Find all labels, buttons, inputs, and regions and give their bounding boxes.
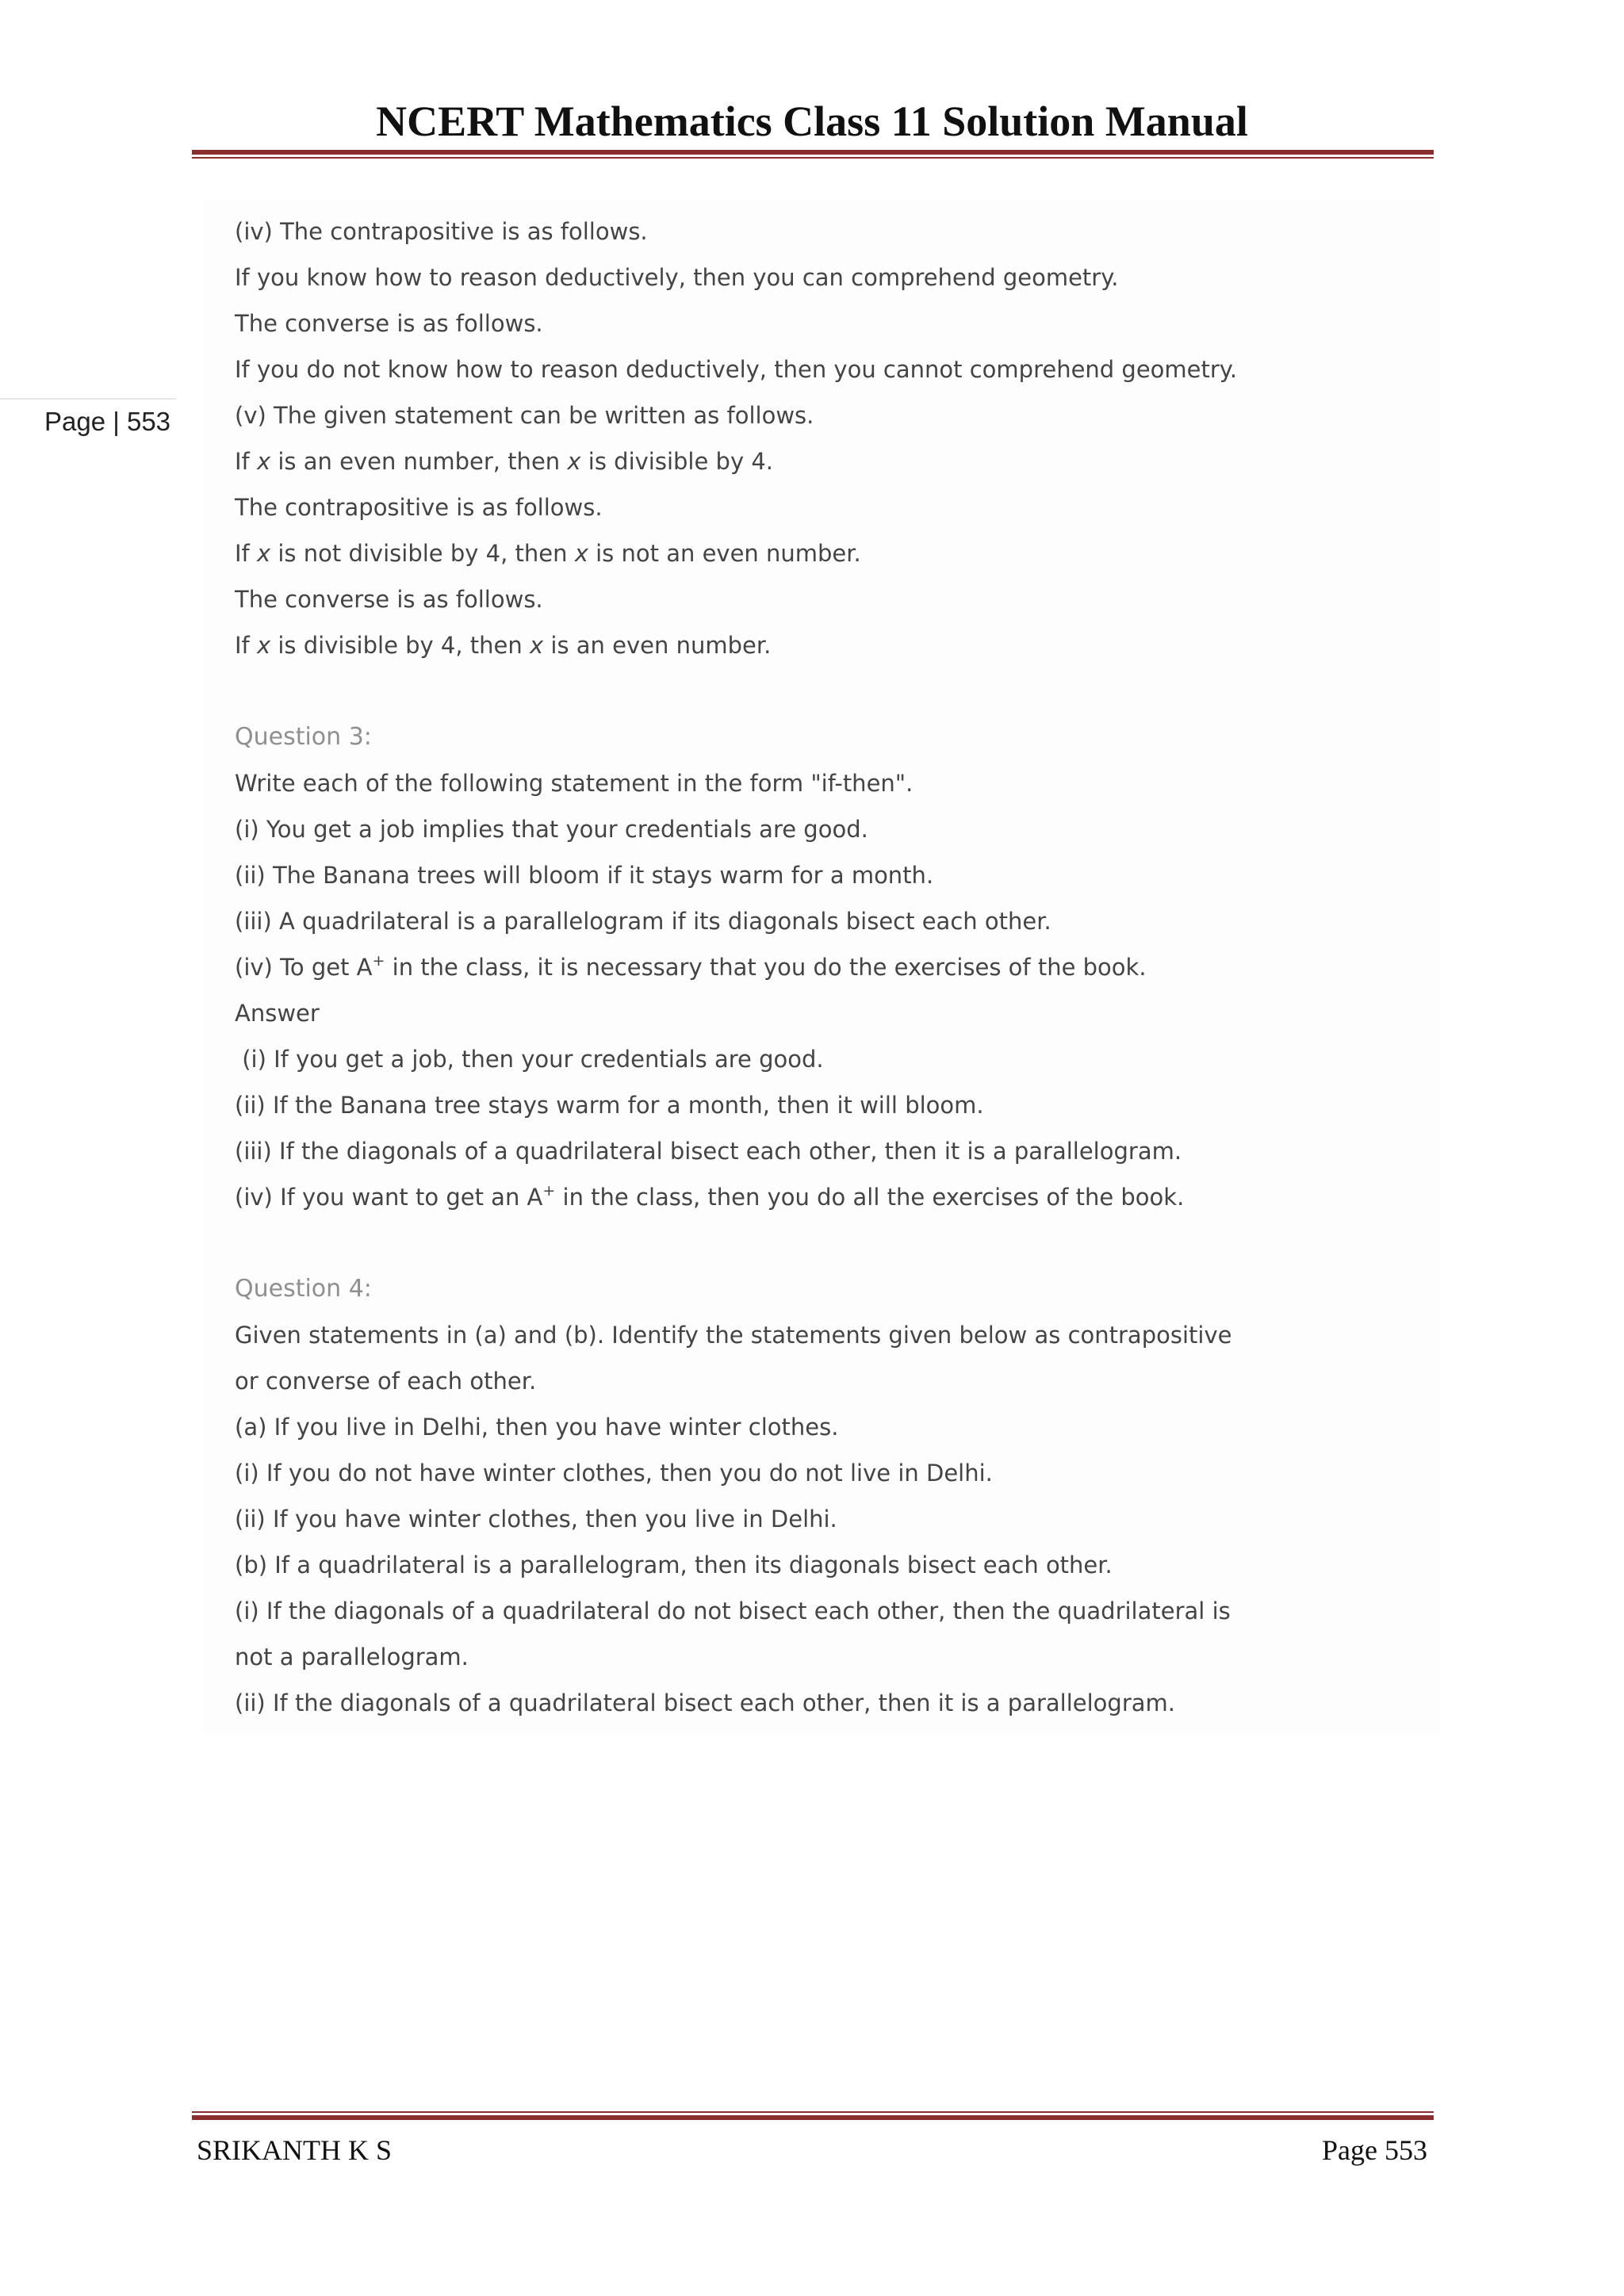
footer-page-number: Page 553 (1322, 2134, 1427, 2166)
text-line: (i) If you do not have winter clothes, then you do not live in Delhi. (235, 1460, 993, 1487)
text-line: (a) If you live in Delhi, then you have winter clothes. (235, 1414, 839, 1441)
text-line: If x is divisible by 4, then x is an even number. (235, 632, 772, 659)
header-rule-thin (192, 157, 1434, 159)
text-line: (ii) If you have winter clothes, then you live in Delhi. (235, 1506, 837, 1533)
text-line: (i) You get a job implies that your credentials are good. (235, 816, 868, 843)
question-heading: Question 4: (235, 1275, 372, 1303)
text-line: If x is not divisible by 4, then x is not an even number. (235, 540, 861, 567)
text-line: (v) The given statement can be written as follows. (235, 402, 814, 429)
text-line: Given statements in (a) and (b). Identify the statements given below as contrapositive (235, 1322, 1232, 1349)
page-title: NCERT Mathematics Class 11 Solution Manual (376, 98, 1248, 145)
footer-rule-thin (192, 2111, 1434, 2113)
text-line: If x is an even number, then x is divisible by 4. (235, 448, 773, 475)
text-line: (i) If you get a job, then your credentials are good. (235, 1046, 824, 1073)
text-line: If you do not know how to reason deductively, then you cannot comprehend geometry. (235, 356, 1238, 383)
text-line: (iv) The contrapositive is as follows. (235, 218, 648, 245)
text-line: (iii) If the diagonals of a quadrilateral bisect each other, then it is a parallelogram. (235, 1138, 1182, 1165)
text-line: (iii) A quadrilateral is a parallelogram if its diagonals bisect each other. (235, 908, 1051, 935)
header-rule-thick (192, 150, 1434, 155)
footer-rule-thick (192, 2115, 1434, 2120)
text-line: (ii) If the diagonals of a quadrilateral bisect each other, then it is a parallelogram. (235, 1689, 1175, 1716)
solution-content (203, 200, 1440, 1734)
text-line: (iv) If you want to get an A+ in the class, then you do all the exercises of the book. (235, 1182, 1185, 1211)
variable-x: x (530, 632, 544, 659)
text-line: The contrapositive is as follows. (235, 494, 603, 521)
margin-divider (0, 398, 176, 400)
text-line: (i) If the diagonals of a quadrilateral do not bisect each other, then the quadrilateral is (235, 1598, 1231, 1624)
superscript-plus: + (372, 952, 385, 970)
text-line: or converse of each other. (235, 1368, 537, 1395)
superscript-plus: + (542, 1182, 556, 1200)
variable-x: x (567, 448, 581, 475)
variable-x: x (256, 448, 271, 475)
text-line: (ii) If the Banana tree stays warm for a month, then it will bloom. (235, 1092, 984, 1119)
answer-label: Answer (235, 1000, 320, 1027)
text-line: (b) If a quadrilateral is a parallelogram, then its diagonals bisect each other. (235, 1552, 1113, 1578)
variable-x: x (256, 632, 271, 659)
question-heading: Question 3: (235, 723, 372, 751)
text-line: (iv) To get A+ in the class, it is necessary that you do the exercises of the book. (235, 952, 1147, 981)
variable-x: x (574, 540, 588, 567)
text-line: (ii) The Banana trees will bloom if it stays warm for a month. (235, 862, 934, 889)
text-line: Write each of the following statement in the form "if-then". (235, 770, 914, 797)
text-line: If you know how to reason deductively, then you can comprehend geometry. (235, 264, 1119, 291)
text-line: not a parallelogram. (235, 1644, 469, 1670)
variable-x: x (256, 540, 271, 567)
text-line: The converse is as follows. (235, 586, 543, 613)
margin-page-label: Page | 553 (44, 407, 171, 436)
text-line: The converse is as follows. (235, 310, 543, 337)
footer-author: SRIKANTH K S (197, 2134, 393, 2166)
